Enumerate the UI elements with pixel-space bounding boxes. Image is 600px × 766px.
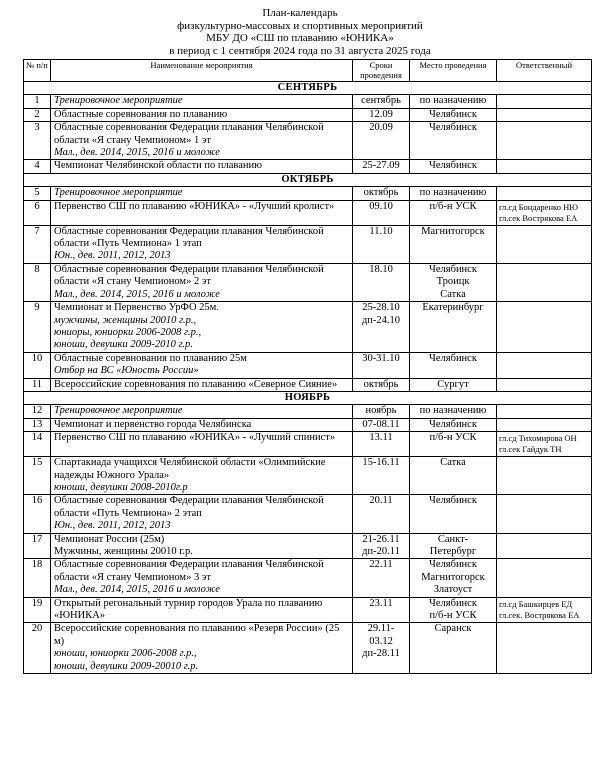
table-row <box>24 187 592 200</box>
event-responsible <box>497 405 592 418</box>
event-name: Первенство СШ по плаванию «ЮНИКА» - «Лучший спинист» <box>51 432 353 457</box>
table-row <box>24 263 592 301</box>
event-dates: ноябрь <box>353 405 410 418</box>
table-row <box>24 122 592 160</box>
event-dates: 20.11 <box>353 495 410 533</box>
row-number: 3 <box>24 122 51 160</box>
event-name: Спартакиада учащихся Челябинской области «Олимпийские надежды Южного Урала» юноши, девушки 2008-2010г.р <box>51 457 353 495</box>
event-name: Тренировочное мероприятие <box>51 95 353 108</box>
month-label: ОКТЯБРЬ <box>24 173 592 186</box>
header-subtitle: физкультурно-массовых и спортивных мероприятий <box>177 19 423 32</box>
event-name: Областные соревнования Федерации плавания Челябинской области «Путь Чемпиона» 1 этап Юн., дев. 2011, 2012, 2013 <box>51 225 353 263</box>
event-name: Всероссийские соревнования по плаванию «Северное Сияние» <box>51 378 353 391</box>
header-title: План-календарь <box>262 7 338 19</box>
column-header-name: Наименование мероприятия <box>51 60 353 82</box>
table-row <box>24 108 592 121</box>
table-row <box>24 597 592 623</box>
event-responsible: гл.сд Башкирцев ЕД гл.сек. Вострякова ЕА <box>497 597 592 623</box>
column-header-num: № п/п <box>24 60 51 82</box>
table-row <box>24 405 592 418</box>
event-name: Чемпионат и Первенство УрФО 25м. мужчины, женщины 20010 г.р., юниоры, юниорки 2006-2008 г.р., юноши, девушки 2009-2010 г.р. <box>51 302 353 353</box>
row-number: 4 <box>24 160 51 173</box>
table-row <box>24 160 592 173</box>
event-place: Челябинск п/б-н УСК <box>410 597 497 623</box>
event-dates: 07-08.11 <box>353 418 410 431</box>
event-dates: сентябрь <box>353 95 410 108</box>
row-number: 14 <box>24 432 51 457</box>
event-place: Челябинск Троицк Сатка <box>410 263 497 301</box>
month-header-row <box>24 391 592 404</box>
event-responsible <box>497 418 592 431</box>
row-number: 12 <box>24 405 51 418</box>
event-responsible <box>497 122 592 160</box>
event-dates: 30-31.10 <box>353 352 410 378</box>
event-name: Тренировочное мероприятие <box>51 187 353 200</box>
column-header-responsible: Ответственный <box>497 60 592 82</box>
event-place: по назначению <box>410 187 497 200</box>
event-responsible <box>497 95 592 108</box>
event-dates: 25-28.10 дп-24.10 <box>353 302 410 353</box>
month-label: СЕНТЯБРЬ <box>24 82 592 95</box>
row-number: 13 <box>24 418 51 431</box>
row-number: 11 <box>24 378 51 391</box>
month-header-row <box>24 173 592 186</box>
event-responsible <box>497 623 592 674</box>
event-responsible <box>497 187 592 200</box>
event-responsible <box>497 559 592 597</box>
event-name: Областные соревнования Федерации плавания Челябинской области «Путь Чемпиона» 2 этап Юн., дев. 2011, 2012, 2013 <box>51 495 353 533</box>
event-place: Челябинск <box>410 495 497 533</box>
table-row <box>24 95 592 108</box>
row-number: 6 <box>24 200 51 225</box>
row-number: 1 <box>24 95 51 108</box>
event-place: Саранск <box>410 623 497 674</box>
column-header-dates: Сроки проведения <box>353 60 410 82</box>
event-responsible <box>497 263 592 301</box>
event-place: Челябинск <box>410 418 497 431</box>
event-place: по назначению <box>410 95 497 108</box>
table-row <box>24 533 592 559</box>
event-dates: октябрь <box>353 187 410 200</box>
event-dates: 22.11 <box>353 559 410 597</box>
events-table <box>23 59 592 674</box>
event-responsible <box>497 457 592 495</box>
row-number: 2 <box>24 108 51 121</box>
event-responsible <box>497 495 592 533</box>
event-dates: 20.09 <box>353 122 410 160</box>
row-number: 18 <box>24 559 51 597</box>
event-dates: 21-26.11 дп-20.11 <box>353 533 410 559</box>
event-name: Областные соревнования Федерации плавания Челябинской области «Я стану Чемпионом» 1 эт Мал., дев. 2014, 2015, 2016 и моложе <box>51 122 353 160</box>
header-period: в период с 1 сентября 2024 года по 31 августа 2025 года <box>169 44 431 57</box>
event-responsible <box>497 225 592 263</box>
event-name: Чемпионат и первенство города Челябинска <box>51 418 353 431</box>
event-responsible <box>497 533 592 559</box>
month-label: НОЯБРЬ <box>24 391 592 404</box>
row-number: 8 <box>24 263 51 301</box>
table-row <box>24 432 592 457</box>
event-dates: 09.10 <box>353 200 410 225</box>
row-number: 19 <box>24 597 51 623</box>
event-place: Сатка <box>410 457 497 495</box>
event-responsible: гл.сд Бондаренко НЮ гл.сек Вострякова ЕА <box>497 200 592 225</box>
table-row <box>24 457 592 495</box>
row-number: 10 <box>24 352 51 378</box>
table-row <box>24 200 592 225</box>
event-name: Областные соревнования по плаванию <box>51 108 353 121</box>
row-number: 9 <box>24 302 51 353</box>
event-place: Челябинск <box>410 160 497 173</box>
month-header-row <box>24 82 592 95</box>
table-row <box>24 418 592 431</box>
event-place: Магнитогорск <box>410 225 497 263</box>
event-place: Челябинск <box>410 108 497 121</box>
event-place: по назначению <box>410 405 497 418</box>
event-place: Сургут <box>410 378 497 391</box>
table-row <box>24 559 592 597</box>
event-name: Всероссийские соревнования по плаванию «Резерв России» (25 м) юноши, юниорки 2006-2008 г.р., юноши, девушки 2009-20010 г.р. <box>51 623 353 674</box>
event-place: п/б-н УСК <box>410 200 497 225</box>
row-number: 5 <box>24 187 51 200</box>
row-number: 7 <box>24 225 51 263</box>
table-row <box>24 623 592 674</box>
event-dates: 15-16.11 <box>353 457 410 495</box>
event-responsible <box>497 160 592 173</box>
table-row <box>24 352 592 378</box>
event-responsible: гл.сд Тихомирова ОН гл.сек Гайдук ТН <box>497 432 592 457</box>
event-name: Первенство СШ по плаванию «ЮНИКА» - «Лучший кролист» <box>51 200 353 225</box>
event-responsible <box>497 108 592 121</box>
table-row <box>24 495 592 533</box>
event-dates: октябрь <box>353 378 410 391</box>
row-number: 17 <box>24 533 51 559</box>
event-name: Тренировочное мероприятие <box>51 405 353 418</box>
event-place: Челябинск <box>410 352 497 378</box>
event-place: п/б-н УСК <box>410 432 497 457</box>
table-row <box>24 302 592 353</box>
event-place: Челябинск Магнитогорск Златоуст <box>410 559 497 597</box>
row-number: 16 <box>24 495 51 533</box>
event-name: Областные соревнования Федерации плавания Челябинской области «Я стану Чемпионом» 3 эт Мал., дев. 2014, 2015, 2016 и моложе <box>51 559 353 597</box>
event-dates: 18.10 <box>353 263 410 301</box>
event-dates: 25-27.09 <box>353 160 410 173</box>
event-responsible <box>497 352 592 378</box>
event-responsible <box>497 302 592 353</box>
event-dates: 13.11 <box>353 432 410 457</box>
event-dates: 23.11 <box>353 597 410 623</box>
event-dates: 11.10 <box>353 225 410 263</box>
event-name: Областные соревнования Федерации плавания Челябинской области «Я стану Чемпионом» 2 эт Мал., дев. 2014, 2015, 2016 и моложе <box>51 263 353 301</box>
table-row <box>24 378 592 391</box>
event-place: Екатеринбург <box>410 302 497 353</box>
event-name: Областные соревнования по плаванию 25м Отбор на ВС «Юность России» <box>51 352 353 378</box>
event-place: Челябинск <box>410 122 497 160</box>
event-dates: 29.11- 03.12 дп-28.11 <box>353 623 410 674</box>
event-place: Санкт- Петербург <box>410 533 497 559</box>
row-number: 20 <box>24 623 51 674</box>
column-header-place: Место проведения <box>410 60 497 82</box>
event-name: Открытый регональный турнир городов Урала по плаванию «ЮНИКА» <box>51 597 353 623</box>
event-dates: 12.09 <box>353 108 410 121</box>
row-number: 15 <box>24 457 51 495</box>
event-name: Чемпионат России (25м) Мужчины, женщины 20010 г.р. <box>51 533 353 559</box>
table-header-row <box>24 60 592 82</box>
table-row <box>24 225 592 263</box>
event-name: Чемпионат Челябинской области по плаванию <box>51 160 353 173</box>
event-responsible <box>497 378 592 391</box>
document-header <box>0 0 600 57</box>
header-organization: МБУ ДО «СШ по плаванию «ЮНИКА» <box>206 32 394 44</box>
